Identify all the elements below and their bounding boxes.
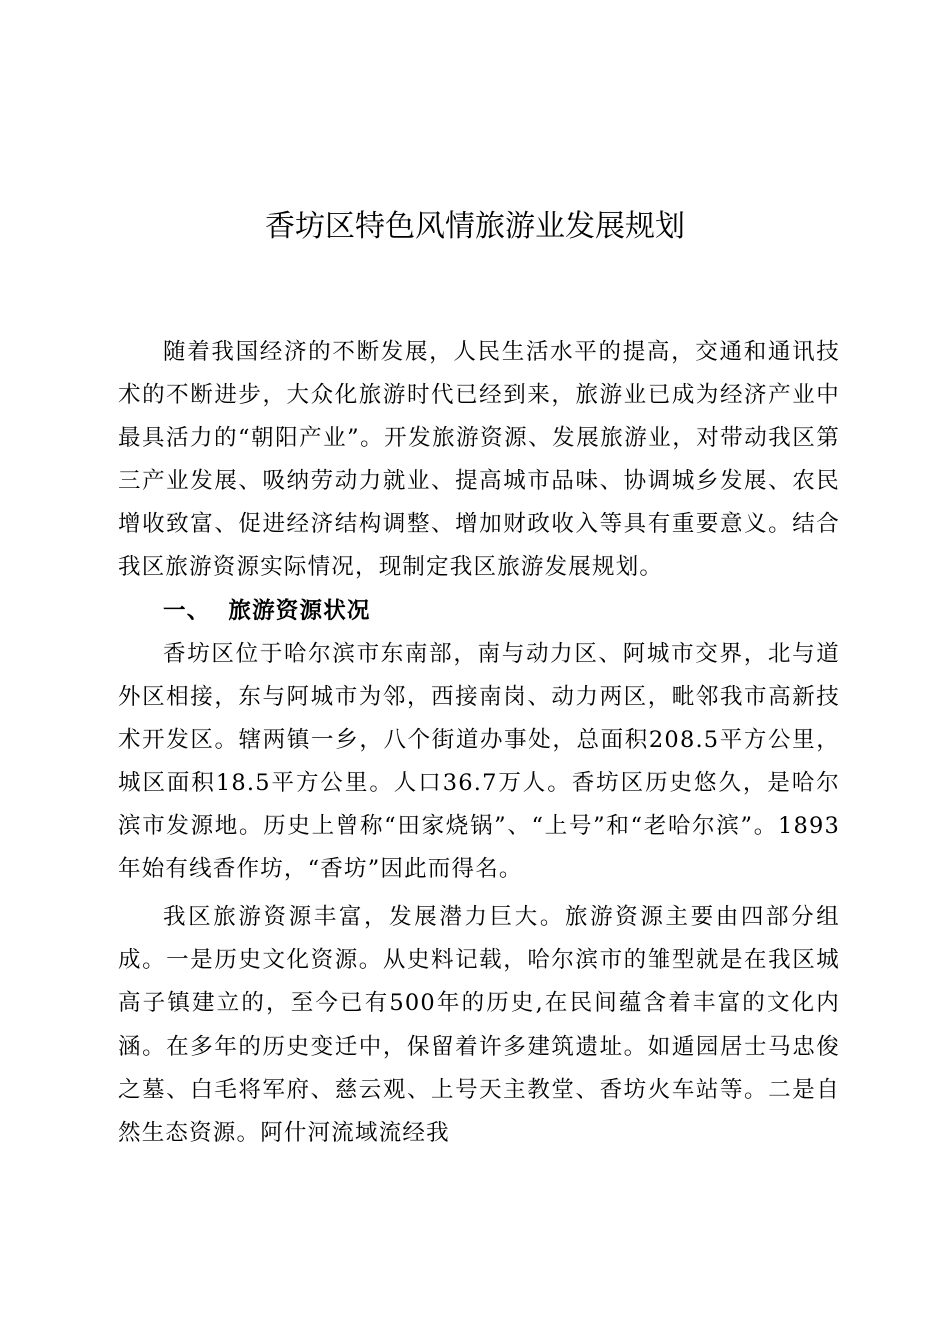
section-number: 一、 — [163, 597, 211, 624]
section-title: 旅游资源状况 — [228, 597, 371, 624]
section-heading — [118, 590, 840, 633]
intro-paragraph: 随着我国经济的不断发展，人民生活水平的提高，交通和通讯技术的不断进步，大众化旅游时代已经到来，旅游业已成为经济产业中最具活力的“朝阳产业”。开发旅游资源、发展旅游业，对带动我区第三产业发展、吸纳劳动力就业、提高城市品味、协调城乡发展、农民增收致富、促进经济结构调整、增加财政收入等具有重要意义。结合我区旅游资源实际情况，现制定我区旅游发展规划。 — [118, 339, 840, 581]
location-paragraph: 香坊区位于哈尔滨市东南部，南与动力区、阿城市交界，北与道外区相接，东与阿城市为邻，西接南岗、动力两区，毗邻我市高新技术开发区。辖两镇一乡，八个街道办事处，总面积208.5平方公里，城区面积18.5平方公里。人口36.7万人。香坊区历史悠久，是哈尔滨市发源地。历史上曾称“田家烧锅”、“上号”和“老哈尔滨”。1893年始有线香作坊，“香坊”因此而得名。 — [118, 640, 840, 883]
document-title: 香坊区特色风情旅游业发展规划 — [265, 209, 685, 244]
resources-paragraph: 我区旅游资源丰富，发展潜力巨大。旅游资源主要由四部分组成。一是历史文化资源。从史料记载，哈尔滨市的雏型就是在我区城高子镇建立的，至今已有500年的历史,在民间蕴含着丰富的文化内涵。在多年的历史变迁中，保留着许多建筑遗址。如遁园居士马忠俊之墓、白毛将军府、慈云观、上号天主教堂、香坊火车站等。二是自然生态资源。阿什河流域流经我 — [118, 904, 840, 1146]
document-body — [118, 331, 840, 1155]
